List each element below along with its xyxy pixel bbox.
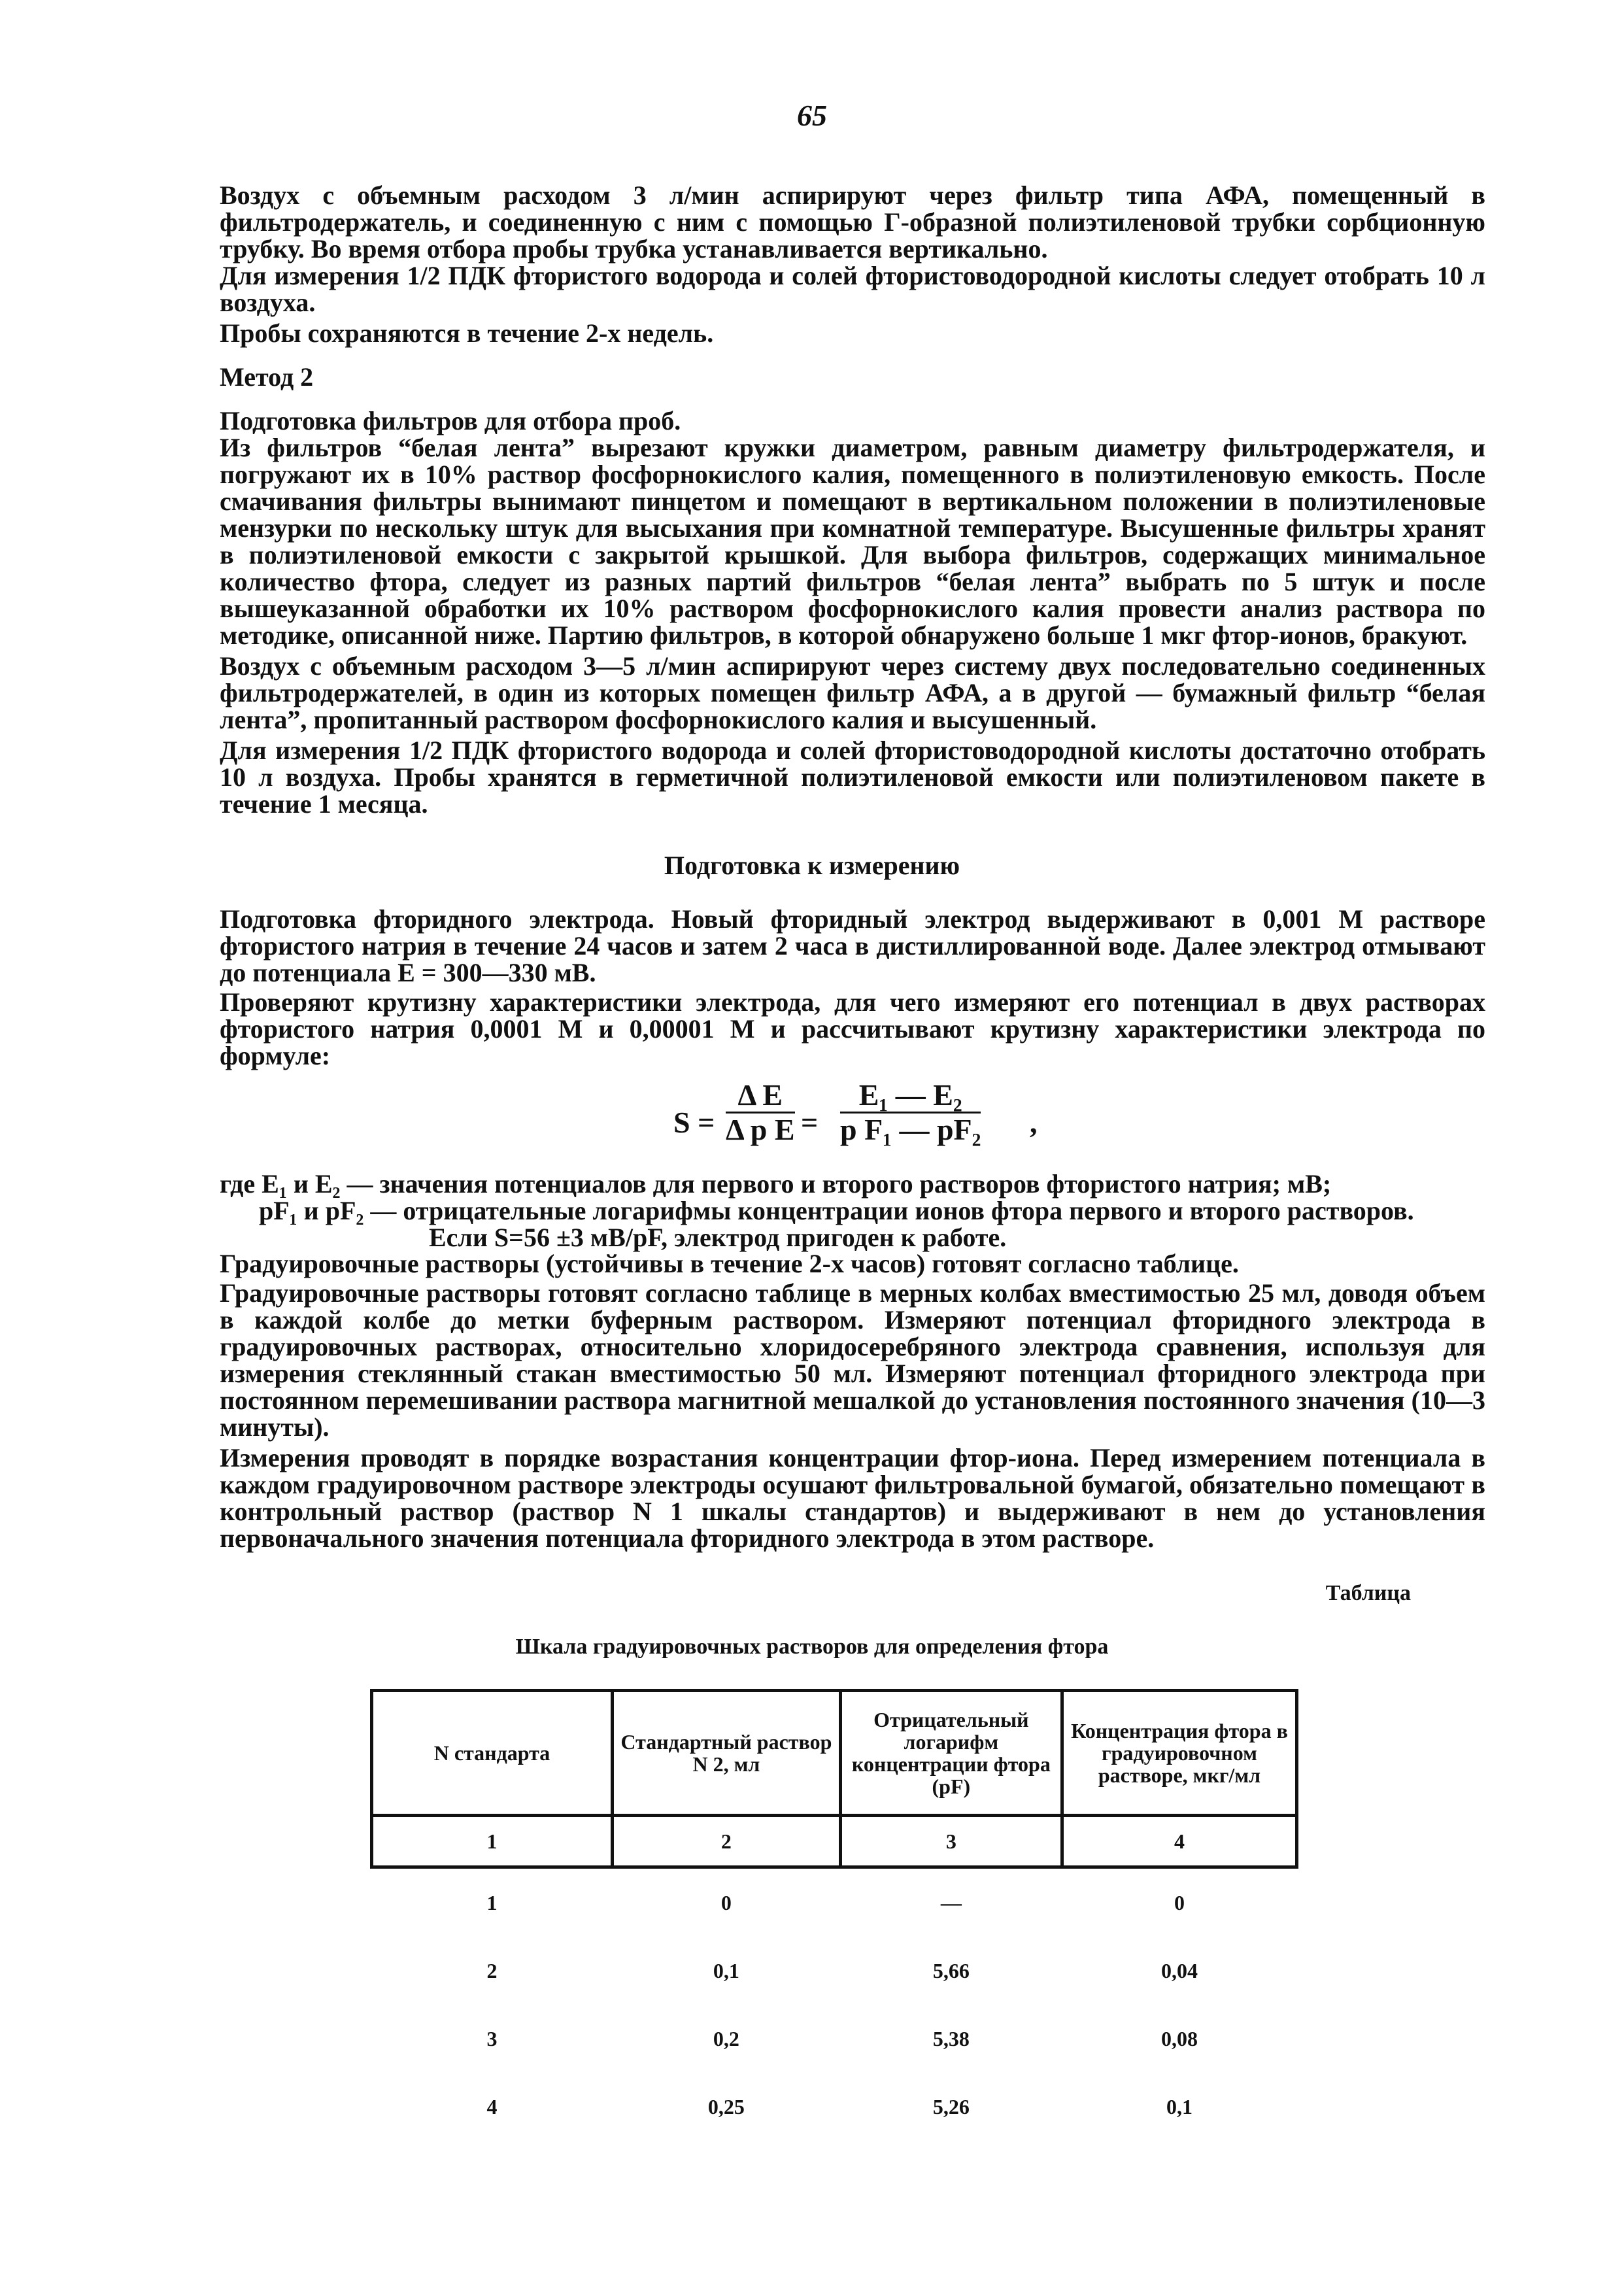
formula-notes — [220, 1170, 1485, 1251]
paragraph: Для измерения 1/2 ПДК фтористого водорода и солей фтористоводородной кислоты достаточно отобрать 10 л воздуха. Пробы хранятся в герметичной полиэтиленовой емкости или полиэтиленовом пакете в течение 1 месяца. — [220, 736, 1485, 819]
fraction-denominator: Δ p E — [726, 1113, 795, 1146]
paragraph: Для измерения 1/2 ПДК фтористого водорода и солей фтористоводородной кислоты следует отобрать 10 л воздуха. — [220, 261, 1485, 317]
table-cell: 2 — [486, 1958, 498, 1982]
table-header-row — [372, 1691, 1297, 1816]
column-header: Отрицательный логарифм концентрации фтора (pF) — [840, 1691, 1062, 1816]
table-cell: — — [940, 1890, 962, 1914]
table-row — [372, 1937, 1297, 2005]
column-number: 1 — [372, 1816, 613, 1867]
table-row — [372, 1867, 1297, 1937]
paragraph: Измерения проводят в порядке возрастания концентрации фтор-иона. Перед измерением потенциала в каждом градуировочном растворе электроды осушают фильтровальной бумагой, обязательно помещают в контрольный раствор (раствор N 1 шкалы стандартов) и выдерживают в нем до установления первоначального значения потенциала фторидного электрода в этом растворе. — [220, 1443, 1485, 1553]
column-header: N стандарта — [372, 1691, 613, 1816]
body-text-bottom — [220, 1250, 1485, 1552]
note-line: pF₁ и pF₂ — отрицательные логарифмы концентрации ионов фтора первого и второго растворов. — [259, 1196, 1414, 1225]
formula-lhs: S = — [673, 1106, 715, 1139]
table-cell: 0,1 — [713, 1958, 739, 1982]
formula-equals: = — [801, 1106, 819, 1139]
fraction-numerator: E₁ — E₂ — [840, 1079, 981, 1114]
column-number: 3 — [840, 1816, 1062, 1867]
table-cell: 4 — [486, 2094, 498, 2118]
table-cell: 0,08 — [1160, 2026, 1198, 2050]
method-heading: Метод 2 — [220, 362, 314, 392]
table-cell: 0 — [720, 1890, 732, 1914]
table-row — [372, 2073, 1297, 2141]
paragraph: Пробы сохраняются в течение 2-х недель. — [220, 318, 714, 348]
paragraph: Воздух с объемным расходом 3—5 л/мин аспирируют через систему двух последовательно соединенных фильтродержателей, в один из которых помещен фильтр АФА, а в другой — бумажный фильтр “белая лента”, пропитанный раствором фосфорнокислого калия и высушенный. — [220, 651, 1485, 734]
fraction-denominator: p F₁ — pF₂ — [840, 1113, 981, 1146]
table-cell: 0,25 — [707, 2094, 745, 2118]
paragraph: Воздух с объемным расходом 3 л/мин аспирируют через фильтр типа АФА, помещенный в фильтродержатель, и соединенную с ним с помощью Г-образной полиэтиленовой трубки сорбционную трубку. Во время отбора пробы трубка устанавливается вертикально. — [220, 180, 1485, 264]
column-header: Концентрация фтора в градуировочном растворе, мкг/мл — [1062, 1691, 1296, 1816]
calibration-table — [370, 1689, 1298, 2141]
table-cell: 0,04 — [1160, 1958, 1198, 1982]
body-text-middle — [220, 906, 1485, 1069]
fraction-delta — [726, 1079, 795, 1146]
note-line: Если S=56 ±3 мВ/pF, электрод пригоден к работе. — [429, 1223, 1007, 1252]
subheading: Подготовка фильтров для отбора проб. — [220, 406, 681, 435]
table-cell: 0,2 — [713, 2026, 739, 2050]
paragraph: Градуировочные растворы (устойчивы в течение 2-х часов) готовят согласно таблице. — [220, 1249, 1239, 1278]
paragraph: Проверяют крутизну характеристики электрода, для чего измеряют его потенциал в двух растворах фтористого натрия 0,0001 М и 0,00001 М и рассчитывают крутизну характеристики электрода по формуле: — [220, 987, 1485, 1070]
table-cell: 5,26 — [932, 2094, 970, 2118]
table-cell: 3 — [486, 2026, 498, 2050]
paragraph: Из фильтров “белая лента” вырезают кружки диаметром, равным диаметру фильтродержателя, и погружают их в 10% раствор фосфорнокислого калия, помещенного в полиэтиленовую емкость. После смачивания фильтры вынимают пинцетом и помещают в вертикальном положении в полиэтиленовые мензурки по нескольку штук для высыхания при комнатной температуре. Высушенные фильтры хранят в полиэтиленовой емкости с закрытой крышкой. Для выбора фильтров, содержащих минимальное количество фтора, следует из разных партий фильтров “белая лента” выбрать по 5 штук и после вышеуказанной обработки их 10% раствором фосфорнокислого калия провести анализ раствора по методике, описанной ниже. Партию фильтров, в которой обнаружено больше 1 мкг фтор-ионов, бракуют. — [220, 433, 1485, 650]
table-cell: 0,1 — [1166, 2094, 1193, 2118]
table-title: Шкала градуировочных растворов для определения фтора — [515, 1635, 1109, 1659]
column-header: Стандартный раствор N 2, мл — [613, 1691, 841, 1816]
table-cell: 1 — [486, 1890, 498, 1914]
table-label: Таблица — [1325, 1581, 1411, 1605]
table-cell: 5,66 — [932, 1958, 970, 1982]
column-number-row — [372, 1816, 1297, 1867]
column-number: 2 — [613, 1816, 841, 1867]
paragraph: Градуировочные растворы готовят согласно таблице в мерных колбах вместимостью 25 мл, доводя объем в каждой колбе до метки буферным раствором. Измеряют потенциал фторидного электрода в градуировочных растворах, относительно хлоридосеребряного электрода сравнения, используя для измерения стеклянный стакан вместимостью 50 мл. Измеряют потенциал фторидного электрода при постоянном перемешивании раствора магнитной мешалкой до установления постоянного значения (10—3 минуты). — [220, 1278, 1485, 1442]
column-number: 4 — [1062, 1816, 1296, 1867]
table-row — [372, 2005, 1297, 2073]
fraction-numerator: Δ E — [726, 1079, 795, 1114]
table-cell: 5,38 — [932, 2026, 970, 2050]
slope-formula — [673, 1079, 1131, 1164]
page-number: 65 — [797, 99, 827, 132]
note-line: где E₁ и E₂ — значения потенциалов для первого и второго растворов фтористого натрия; мВ; — [220, 1169, 1332, 1198]
section-heading: Подготовка к измерению — [664, 851, 960, 880]
paragraph: Подготовка фторидного электрода. Новый фторидный электрод выдерживают в 0,001 М растворе фтористого натрия в течение 24 часов и затем 2 часа в дистиллированной воде. Далее электрод отмывают до потенциала E = 300—330 мВ. — [220, 904, 1485, 987]
table-cell: 0 — [1174, 1890, 1185, 1914]
formula-comma: , — [1030, 1106, 1038, 1139]
fraction-potentials — [840, 1079, 981, 1146]
body-text-top — [220, 182, 1485, 817]
